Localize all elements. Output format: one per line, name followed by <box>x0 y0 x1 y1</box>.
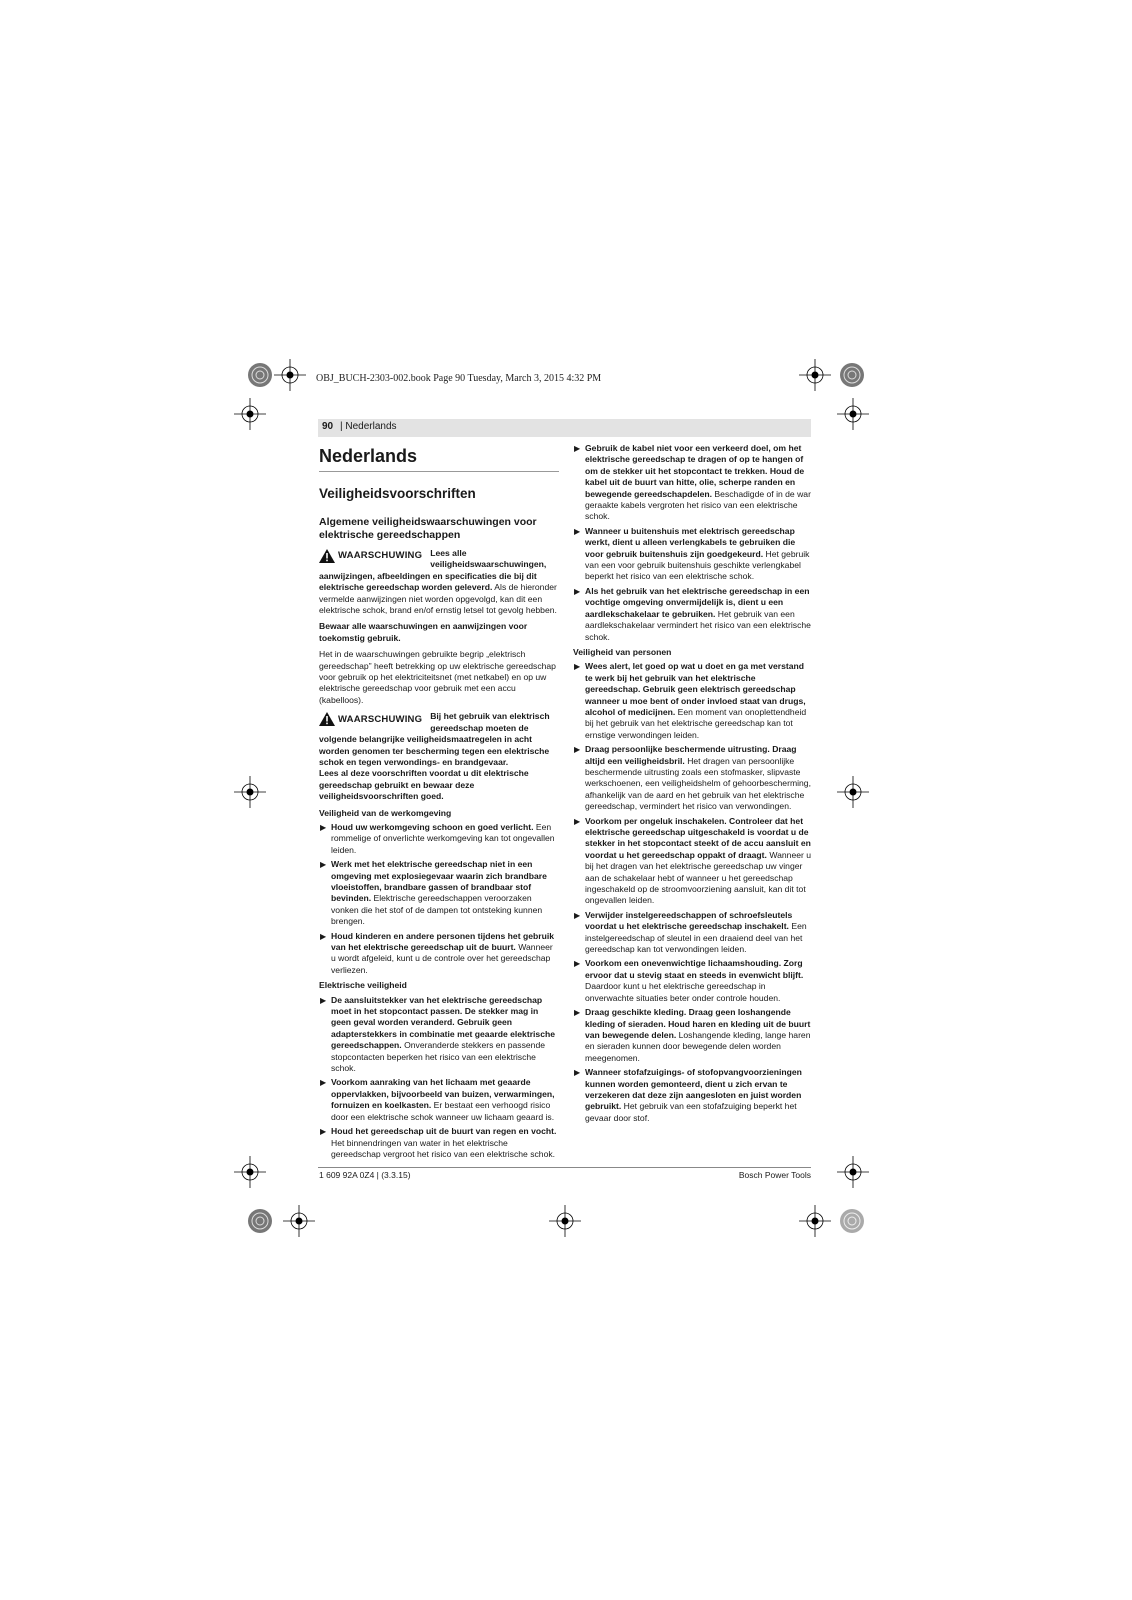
work-area-heading: Veiligheid van de werkomgeving <box>319 807 452 818</box>
list-item: ▶ Houd kinderen en andere personen tijdens het gebruik van het elektrische gereedschap uit de buurt. Wanneer u wordt afgeleid, kunt u de controle over het gereedschap verliezen. <box>320 930 555 975</box>
list-item: ▶ Voorkom aanraking van het lichaam met geaarde oppervlakken, bijvoorbeeld van buizen, verwarmingen, fornuizen en koelkasten. Er bestaat een verhoogd risico door een elektrische schok wanneer uw lichaam geaard is. <box>320 1077 555 1122</box>
registration-mark-left-lower <box>234 1156 266 1188</box>
registration-mark-left-middle <box>234 776 266 808</box>
subsection-title: Algemene veiligheidswaarschuwingen voor elektrische gereedschappen <box>319 516 537 541</box>
list-item: ▶ Draag persoonlijke beschermende uitrusting. Draag altijd een veiligheidsbril. Het dragen van persoonlijke beschermende uitrusting zoals een stofmasker, slipvaste werkschoenen, een veiligheidshelm of gehoorbescherming, afhankelijk van de aard en het gebruik van het elektrische gereedschap, vermindert het risico van verwondingen. <box>574 744 811 812</box>
list-item: ▶ Voorkom per ongeluk inschakelen. Controleer dat het elektrische gereedschap uitgeschakeld is voordat u de stekker in het stopcontact steekt of de accu aansluit en voordat u het gereedschap oppakt of draagt. Wanneer u bij het dragen van het elektrische gereedschap uw vinger aan de schakelaar hebt of wanneer u het gereedschap ingeschakeld op de stroomvoorziening aansluit, kan dit tot ongevallen leiden. <box>574 815 812 906</box>
list-item: ▶ Als het gebruik van het elektrische gereedschap in een vochtige omgeving onvermijdelijk is, dient u een aardlekschakelaar te gebruiken. Het gebruik van een aardlekschakelaar vermindert het risico van een elektrische schok. <box>574 585 811 642</box>
list-item: ▶ Verwijder instelgereedschappen of schroefsleutels voordat u het elektrische gereedschap inschakelt. Een instelgereedschap of sleutel in een draaiend deel van het gereedschap kan tot verwondingen leiden. <box>574 909 807 955</box>
bullet-arrow-icon: ▶ <box>320 995 327 1005</box>
registration-mark-top-left <box>274 359 306 391</box>
registration-mark-top-right <box>799 359 831 391</box>
warning-triangle-icon <box>319 712 335 726</box>
warning-badge <box>319 549 422 563</box>
page-section-label: | Nederlands <box>340 421 397 432</box>
registration-mark-left-upper <box>234 398 266 430</box>
list-item: ▶ De aansluitstekker van het elektrische gereedschap moet in het stopcontact passen. De stekker mag in geen geval worden veranderd. Gebruik geen adapterstekkers in combinatie met geaarde elektrische gereedschappen. Onveranderde stekkers en passende stopcontacten beperken het risico van een elektrische schok. <box>320 994 556 1074</box>
bullet-arrow-icon: ▶ <box>574 1068 581 1078</box>
page-title: Nederlands <box>319 445 559 472</box>
personal-safety-list <box>573 661 813 1124</box>
warning-block-1 <box>319 548 559 616</box>
list-item: ▶ Wees alert, let goed op wat u doet en ga met verstand te werk bij het gebruik van het elektrische gereedschap. Gebruik geen elektrisch gereedschap wanneer u moe bent of onder invloed staat van drugs, alcohol of medicijnen. Een moment van onoplettendheid bij het gebruik van het elektrische gereedschap kan tot ernstige verwondingen leiden. <box>574 661 807 740</box>
term-note: Het in de waarschuwingen gebruikte begrip „elektrisch gereedschap” heeft betrekking op uw elektrische gereedschap voor gebruik op het elektriciteitsnet (met netkabel) en op uw elektrische gereedschap voor gebruik met een accu (kabelloos). <box>319 649 556 705</box>
warning-badge <box>319 712 422 726</box>
bullet-arrow-icon: ▶ <box>574 959 581 969</box>
registration-mark-bottom-center <box>549 1205 581 1237</box>
bullet-arrow-icon: ▶ <box>574 586 581 596</box>
bullet-arrow-icon: ▶ <box>320 931 327 941</box>
bullet-arrow-icon: ▶ <box>320 1127 327 1137</box>
bullet-arrow-icon: ▶ <box>574 1008 581 1018</box>
list-item: ▶ Houd het gereedschap uit de buurt van regen en vocht. Het binnendringen van water in het elektrische gereedschap vergroot het risico van een elektrische schok. <box>320 1126 557 1159</box>
registration-mark-right-upper <box>837 398 869 430</box>
color-target-top-right <box>838 361 866 389</box>
bullet-arrow-icon: ▶ <box>574 745 581 755</box>
list-item: ▶ Draag geschikte kleding. Draag geen loshangende kleding of sieraden. Houd haren en kleding uit de buurt van bewegende delen. Loshangende kleding, lange haren en sieraden kunnen door bewegende delen worden meegenomen. <box>574 1007 811 1063</box>
keep-warnings-note: Bewaar alle waarschuwingen en aanwijzingen voor toekomstig gebruik. <box>319 621 528 643</box>
warning-1-text: Lees alle veiligheidswaarschuwingen, aanwijzingen, afbeeldingen en specificaties die bij dit elektrische gereedschap worden geleverd. Als de hieronder vermelde aanwijzingen niet worden opgevolgd, kan dit een elektrische schok, brand en/of ernstig letsel tot gevolg hebben. <box>319 548 557 616</box>
right-column <box>573 443 813 1127</box>
warning-2-text: Bij het gebruik van elektrisch gereedschap moeten de volgende belangrijke veiligheidsmaatregelen in acht worden genomen ter bescherming tegen een elektrische schok en tegen verwondings- en brandgevaar. <box>319 711 550 767</box>
color-target-bottom-right <box>838 1207 866 1235</box>
list-item: ▶ Voorkom een onevenwichtige lichaamshouding. Zorg ervoor dat u stevig staat en steeds in evenwicht blijft. Daardoor kunt u het elektrische gereedschap in onverwachte situaties beter onder controle houden. <box>574 958 804 1003</box>
footer-rule <box>318 1167 811 1168</box>
bullet-arrow-icon: ▶ <box>574 526 581 536</box>
bullet-arrow-icon: ▶ <box>574 910 581 920</box>
personal-safety-heading: Veiligheid van personen <box>573 646 672 657</box>
file-header: OBJ_BUCH-2303-002.book Page 90 Tuesday, March 3, 2015 4:32 PM <box>316 373 602 384</box>
page-number: 90 <box>322 421 334 432</box>
warning-triangle-icon <box>319 549 335 563</box>
color-target-bottom-left <box>246 1207 274 1235</box>
color-target-top-left <box>246 361 274 389</box>
registration-mark-bottom-left <box>283 1205 315 1237</box>
section-title: Veiligheidsvoorschriften <box>319 486 476 501</box>
list-item: ▶ Gebruik de kabel niet voor een verkeerd doel, om het elektrische gereedschap te dragen of op te hangen of om de stekker uit het stopcontact te trekken. Houd de kabel uit de buurt van hitte, olie, scherpe randen en bewegende gereedschapdelen. Beschadigde of in de war geraakte kabels vergroten het risico van een elektrische schok. <box>574 443 811 522</box>
list-item: ▶ Houd uw werkomgeving schoon en goed verlicht. Een rommelige of onverlichte werkomgeving kan tot ongevallen leiden. <box>320 821 555 855</box>
warning-2-text-2: Lees al deze voorschriften voordat u dit elektrische gereedschap gebruikt en bewaar deze veiligheidsvoorschriften goed. <box>319 768 529 802</box>
bullet-arrow-icon: ▶ <box>574 816 581 826</box>
bullet-arrow-icon: ▶ <box>574 662 581 672</box>
registration-mark-right-lower <box>837 1156 869 1188</box>
warning-label: WAARSCHUWING <box>338 550 423 562</box>
registration-mark-right-middle <box>837 776 869 808</box>
warning-block-2 <box>319 711 559 802</box>
electrical-list-continued <box>573 443 813 643</box>
work-area-list <box>319 822 559 976</box>
footer-brand: Bosch Power Tools <box>738 1170 811 1180</box>
bullet-arrow-icon: ▶ <box>574 444 581 453</box>
list-item: ▶ Wanneer u buitenshuis met elektrisch gereedschap werkt, dient u alleen verlengkabels te gebruiken die voor gebruik buitenshuis zijn goedgekeurd. Het gebruik van een voor gebruik buitenshuis geschikte verlengkabel beperkt het risico van een elektrische schok. <box>574 525 810 582</box>
electrical-heading: Elektrische veiligheid <box>319 980 407 991</box>
footer-document-id: 1 609 92A 0Z4 | (3.3.15) <box>319 1170 411 1180</box>
registration-mark-bottom-right <box>799 1205 831 1237</box>
bullet-arrow-icon: ▶ <box>320 860 327 870</box>
list-item: ▶ Werk met het elektrische gereedschap niet in een omgeving met explosiegevaar waarin zich brandbare vloeistoffen, brandbare gassen of brandbaar stof bevinden. Elektrische gereedschappen veroorzaken vonken die het stof of de dampen tot ontsteking kunnen brengen. <box>320 859 547 927</box>
left-column <box>319 445 559 1163</box>
list-item: ▶ Wanneer stofafzuigings- of stofopvangvoorzieningen kunnen worden gemonteerd, dient u zich ervan te verzekeren dat deze zijn aangesloten en juist worden gebruikt. Het gebruik van een stofafzuiging beperkt het gevaar door stof. <box>574 1067 802 1123</box>
warning-label: WAARSCHUWING <box>338 713 423 725</box>
bullet-arrow-icon: ▶ <box>320 822 327 832</box>
page-header-bar <box>318 419 811 437</box>
electrical-list <box>319 995 559 1161</box>
bullet-arrow-icon: ▶ <box>320 1078 327 1088</box>
